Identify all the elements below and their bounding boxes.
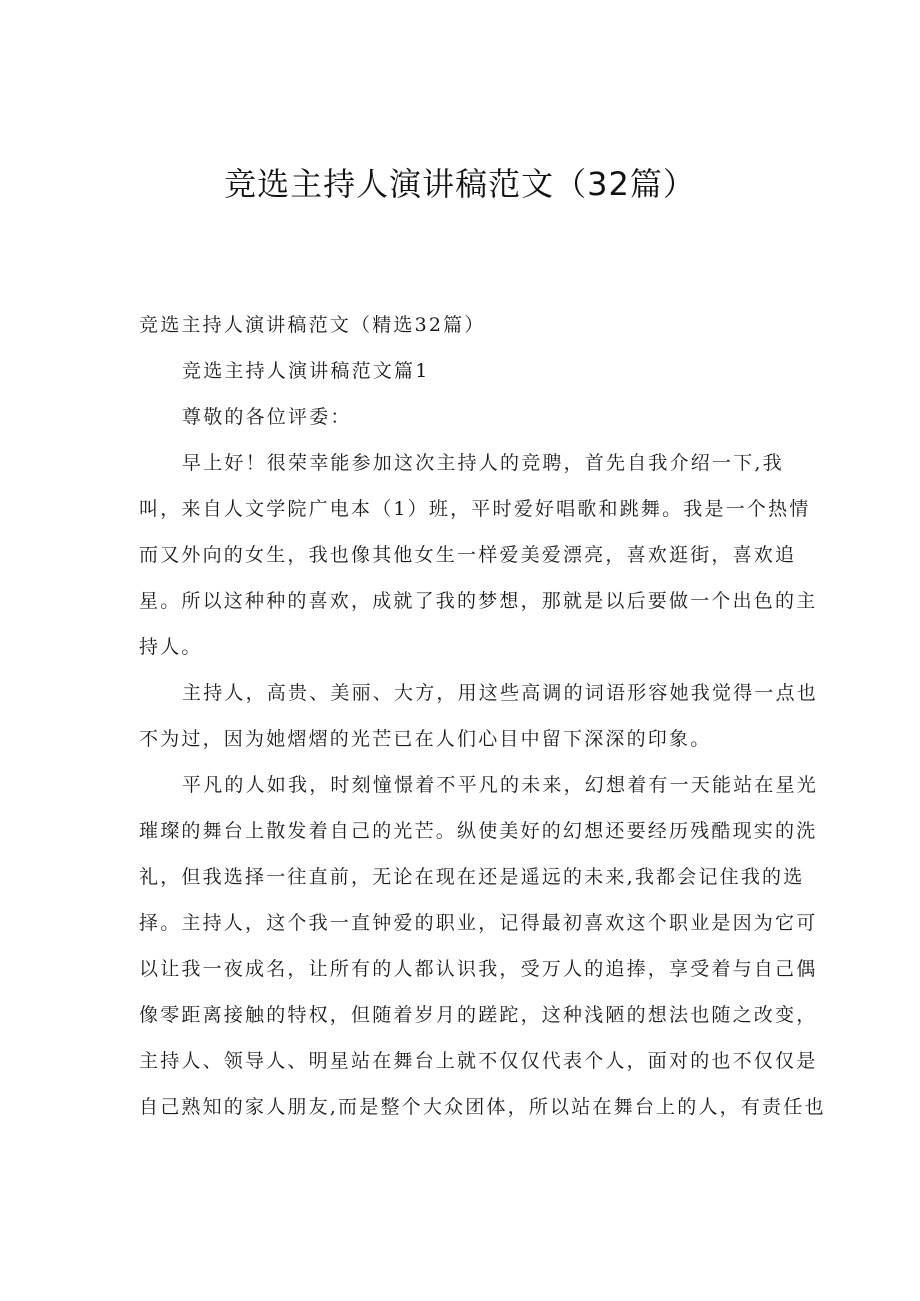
paragraph-line: 礼，但我选择一往直前，无论在现在还是遥远的未来,我都会记住我的选 [139, 866, 805, 888]
paragraph-line: 平凡的人如我，时刻憧憬着不平凡的未来，幻想着有一天能站在星光 [182, 774, 819, 796]
paragraph-line: 叫，来自人文学院广电本（1）班，平时爱好唱歌和跳舞。我是一个热情 [139, 498, 811, 520]
document-title: 竞选主持人演讲稿范文（32篇） [224, 165, 696, 203]
paragraph-line: 像零距离接触的特权，但随着岁月的蹉跎，这种浅陋的想法也随之改变， [139, 1004, 818, 1026]
paragraph-line: 持人。 [139, 636, 203, 658]
paragraph-line: 自己熟知的家人朋友,而是整个大众团体，所以站在舞台上的人，有责任也 [139, 1096, 826, 1118]
paragraph-line: 璀璨的舞台上散发着自己的光芒。纵使美好的幻想还要经历残酷现实的洗 [139, 820, 818, 842]
paragraph-line: 主持人、领导人、明星站在舞台上就不仅仅代表个人，面对的也不仅仅是 [139, 1050, 818, 1072]
paragraph-line: 主持人，高贵、美丽、大方，用这些高调的词语形容她我觉得一点也 [182, 682, 819, 704]
salutation: 尊敬的各位评委： [182, 406, 352, 428]
paragraph-line: 星。所以这种种的喜欢，成就了我的梦想，那就是以后要做一个出色的主 [139, 590, 818, 612]
paragraph-line: 择。主持人，这个我一直钟爱的职业，记得最初喜欢这个职业是因为它可 [139, 912, 818, 934]
paragraph-2 [139, 670, 819, 762]
document-subtitle: 竞选主持人演讲稿范文（精选32篇） [139, 314, 486, 336]
paragraph-line: 而又外向的女生，我也像其他女生一样爱美爱漂亮，喜欢逛街，喜欢追 [139, 544, 797, 566]
paragraph-line: 以让我一夜成名，让所有的人都认识我，受万人的追捧，享受着与自己偶 [139, 958, 818, 980]
paragraph-1 [139, 440, 818, 670]
paragraph-line: 早上好！很荣幸能参加这次主持人的竞聘，首先自我介绍一下,我 [182, 452, 784, 474]
section-heading: 竞选主持人演讲稿范文篇1 [182, 360, 430, 382]
paragraph-line: 不为过，因为她熠熠的光芒已在人们心目中留下深深的印象。 [139, 728, 712, 750]
paragraph-3 [139, 762, 826, 1130]
document-body [139, 302, 826, 1130]
